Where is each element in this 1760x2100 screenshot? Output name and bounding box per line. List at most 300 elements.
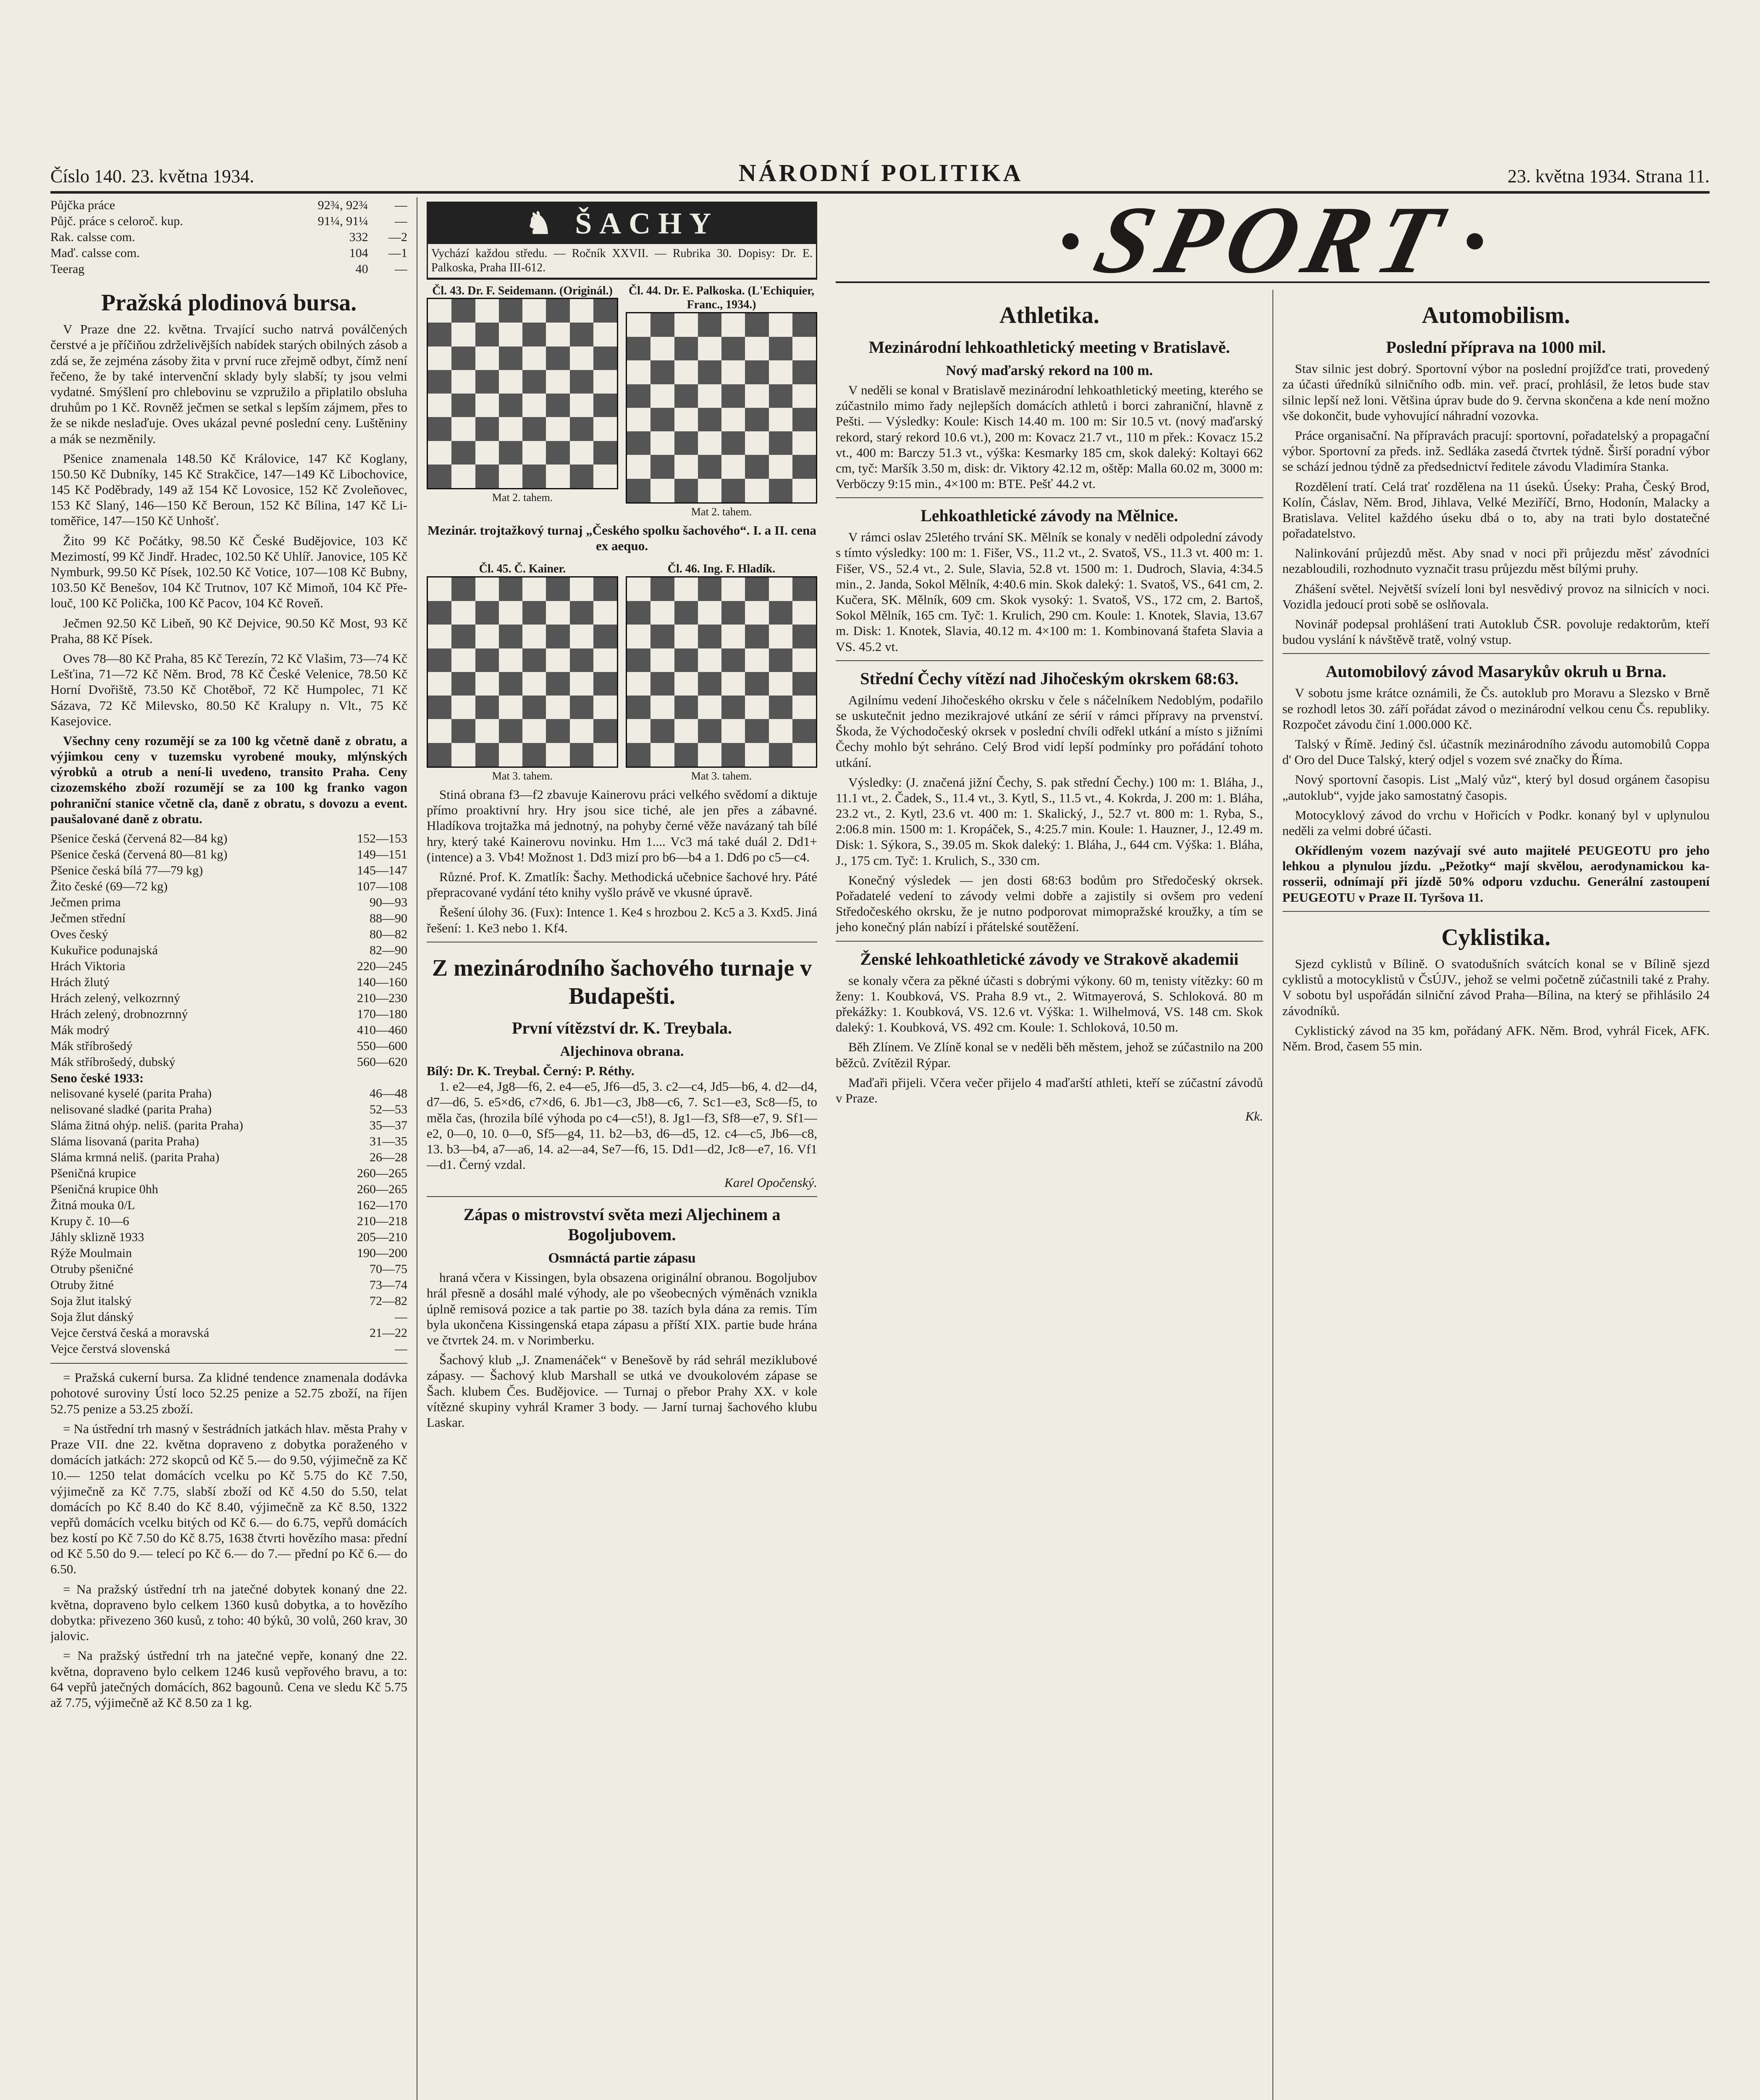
table-row: [50, 1118, 407, 1134]
table-cell: Ječmen prima: [50, 895, 121, 909]
table-cell: Otruby pšeničné: [50, 1262, 134, 1276]
table-cell: Vejce čerstvá česká a moravská: [50, 1326, 210, 1340]
board-square: [570, 465, 593, 488]
board-square: [674, 313, 698, 337]
board-square: [698, 625, 721, 648]
table-cell: Sláma krmná neliš. (parita Praha): [50, 1150, 220, 1165]
table-row: [50, 895, 407, 911]
board-square: [428, 625, 451, 648]
table-cell: Půjčka práce: [50, 198, 115, 212]
board-square: [627, 672, 650, 696]
table-row: [50, 958, 407, 974]
table-cell: 26—28: [370, 1150, 407, 1165]
table-cell: Vejce čerstvá slovenská: [50, 1342, 170, 1356]
board-square: [475, 370, 499, 394]
board-square: [451, 465, 475, 488]
board-square: [792, 384, 816, 408]
stredni-final: Konečný výsledek — jen dosti 68:63 bodům pro Středočeský okrsek. Pořadatelé vedení to závody velmi dobře a zajistily si ovšem pro vedení Středočeského okrsku, že je nutno podporovat mimopražské kroužky, a tím se jeho konečný plán nabízí i přátelské soutěžení.: [836, 872, 1263, 934]
motocykl-text: Motocyklový závod do vrchu v Hořicích v Podkr. konaný byl v uplynulou neděli za velmi dobré účasti.: [1282, 807, 1710, 838]
board-square: [698, 455, 721, 478]
board-square: [475, 648, 499, 672]
chess-text-3: Řešení úlohy 36. (Fux): Intence 1. Ke4 s hrozbou 2. Kc5 a 3. Kxd5. Jiná řešení: 1. Ke3 nebo 1. Kf4.: [427, 905, 817, 935]
board-square: [428, 323, 451, 346]
meat-market-2: = Na pražský ústřední trh na jatečné dobytek konaný dne 22. května, dopraveno bylo celkem 1360 kusů dobytka, a to hovězího dobytka: přivezeno 360 kusů, z toho: 40 býků, 30 volů, 260 krav, 30 jalovic.: [50, 1581, 407, 1643]
board-square: [650, 672, 674, 696]
board-square: [769, 696, 792, 719]
board-square: [522, 696, 546, 719]
auto-text-6: Novinář podepsal prohlášení trati Autoklub ČSR. povoluje redaktorům, kteří budou vyslání k návštěvě tratě, volný vstup.: [1282, 617, 1710, 647]
board-square: [627, 408, 650, 431]
board-square: [769, 719, 792, 743]
board-square: [451, 625, 475, 648]
peugeot-ad: Okřídleným vozem nazývají své auto majitelé PEUGEOTU pro jeho lehkou a plynulou jízdu. „Pežotky“ mají skvělou, aerodynamickou karosserii, odnímají při jízdě 50% odporu vzduchu. Generální zastoupení PEUGEOTU v Praze II. Tyršova 11.: [1282, 843, 1710, 905]
board-square: [650, 431, 674, 455]
price-table: [50, 831, 407, 1070]
board-square: [593, 648, 617, 672]
table-cell: nelisované sladké (parita Praha): [50, 1102, 212, 1117]
paper-title: NÁRODNÍ POLITIKA: [738, 159, 1023, 186]
table-cell: 332: [349, 230, 368, 244]
board-square: [593, 299, 617, 323]
cycling-text-2: Cyklistický závod na 35 km, pořádaný AFK. Něm. Brod, vyhrál Ficek, AFK. Něm. Brod, časem 55 min.: [1282, 1023, 1710, 1053]
table-row: [50, 1038, 407, 1054]
board-square: [428, 299, 451, 323]
chess-board-diagram: [626, 312, 817, 504]
board-square: [745, 578, 769, 601]
chess-header-box: [427, 202, 817, 280]
board-square: [570, 299, 593, 323]
board-square: [792, 625, 816, 648]
board-square: [451, 578, 475, 601]
board-square: [451, 394, 475, 417]
board-square: [499, 719, 522, 743]
table-cell: 152—153: [357, 832, 407, 845]
chess-title: ♞ ŠACHY: [428, 203, 816, 244]
board-square: [428, 370, 451, 394]
table-cell: 72—82: [370, 1294, 407, 1308]
board-square: [499, 441, 522, 465]
meat-market-1: = Na ústřední trh masný v šestrádních jatkách hlav. města Prahy v Praze VII. dne 22. května dopraveno z dobytka poraženého v domácích jatkách: 272 skopců od Kč 5.— do 9.50, výjimečně za Kč 10.— 1250 telat domácích vcelku po Kč 5.75 do Kč 7.50, výjimečně za Kč 7.75, slabší zboží od Kč 4.50 do 5.50, telat domácích po Kč 8.40 do Kč 8.40, výjimečně za Kč 8.50, 1322 vepřů domácích vcelku bitých od Kč 6.— do 6.75, vepřů domácích bez kostí po Kč 7.50 do Kč 8.75, 1638 čtvrti hovězího masa: přední od Kč 5.50 do 9.— telecí po Kč 6.— do 7.— přední po Kč 6.— do 6.50.: [50, 1421, 407, 1577]
table-cell: Mák modrý: [50, 1023, 110, 1037]
board-square: [745, 431, 769, 455]
board-square: [593, 346, 617, 370]
board-square: [570, 323, 593, 346]
board-square: [593, 417, 617, 441]
board-square: [570, 601, 593, 625]
board-square: [698, 384, 721, 408]
table-cell: Mák stříbrošedý: [50, 1039, 133, 1053]
board-square: [698, 601, 721, 625]
board-square: [451, 743, 475, 766]
table-cell: 80—82: [370, 927, 407, 941]
table-cell: Soja žlut dánský: [50, 1310, 134, 1324]
table-row: [50, 1293, 407, 1309]
table-row: [50, 261, 407, 277]
board-square: [499, 346, 522, 370]
masaryk-text: V sobotu jsme krátce oznámili, že Čs. autoklub pro Moravu a Slezsko v Brně se rozhodl letos 30. září pořádat závod o mezinárodní velkou cenu Čs. republiky. Rozpočet závodu činí 1.000.000 Kč.: [1282, 685, 1710, 732]
auto-subtitle: Poslední příprava na 1000 mil.: [1386, 338, 1606, 357]
board-square: [546, 323, 569, 346]
board-square: [475, 394, 499, 417]
board-square: [674, 455, 698, 478]
seno-label: Seno české 1933:: [50, 1071, 144, 1085]
game-moves: 1. e2—e4, Jg8—f6, 2. e4—e5, Jf6—d5, 3. c2—c4, Jd5—b6, 4. d2—d4, d7—d6, 5. e5×d6, c7×d6, 6. Jb1—c3, Jb8—c6, 7. Sc1—e3, Sc8—f5, to měla čas, (hrozila bílé výhoda po c4—c5!), 8. Jg1—f3, Sf8—e7, 9. Sf1—e2, 0—0, 10. 0—0, Sf5—g4, 11. b2—b3, d6—d5, 12. c4—c5, Jb6—c8, 13. b3—b4, a7—a6, 14. a2—a4, Se7—f6, 15. Dd1—d2, Jc8—e7, 16. Vf1—d1. Černý vzdal.: [427, 1079, 817, 1172]
board-square: [698, 337, 721, 360]
board-square: [593, 601, 617, 625]
cycling-title: Cyklistika.: [1441, 924, 1551, 950]
auto-text-2: Práce organisační. Na přípravách pracují: sportovní, pořadatelský a propagační výbor. Sportovní za předs. inž. Sedláka zasedá čtvrtek týdně. Širší poradní výbor se schází jednou týdně za předsednictví ředitele závodu Vladimíra Stanka.: [1282, 428, 1710, 474]
board-square: [650, 578, 674, 601]
board-square: [792, 578, 816, 601]
table-cell: 162—170: [357, 1198, 407, 1213]
table-cell: Rak. calsse com.: [50, 230, 135, 244]
board-square: [650, 625, 674, 648]
board-square: [522, 601, 546, 625]
board-square: [650, 313, 674, 337]
board-square: [475, 625, 499, 648]
zapas-subtitle: Osmnáctá partie zápasu: [548, 1250, 696, 1266]
board-square: [674, 648, 698, 672]
board-square: [546, 743, 569, 766]
board-square: [721, 455, 745, 478]
table-row: [50, 1181, 407, 1197]
table-row: [50, 1197, 407, 1213]
talsky-text: Talský v Římě. Jediný čsl. účastník mezinárodního závodu automobilů Coppa d' Oro del Duce Talský, který odjel s vozem své značky do Říma.: [1282, 736, 1710, 767]
table-row: [50, 1086, 407, 1102]
table-cell: 140—160: [357, 975, 407, 989]
table-cell: —: [395, 262, 407, 276]
board-square: [792, 479, 816, 502]
board-square: [570, 648, 593, 672]
board-square: [650, 696, 674, 719]
board-square: [721, 408, 745, 431]
table-row: [50, 863, 407, 879]
board-square: [546, 441, 569, 465]
board-square: [570, 441, 593, 465]
board-square: [698, 408, 721, 431]
board-square: [546, 601, 569, 625]
board-square: [721, 696, 745, 719]
cycling-text-1: Sjezd cyklistů v Bílině. O svatodušních svátcích konal se v Bílině sjezd cyklistů a motocyklistů v ČsÚJV., jehož se velmi početně zúčastnili také z Prahy. V sobotu byl uspořádán silniční závod Praha—Bílina, na který se přihlásilo 24 závodníků.: [1282, 956, 1710, 1018]
zlin-text: Běh Zlínem. Ve Zlíně konal se v neděli běh městem, jehož se zúčastnilo na 200 běžců. Zvítězil Rýpar.: [836, 1040, 1263, 1070]
board-square: [570, 696, 593, 719]
board-square: [428, 394, 451, 417]
board-square: [769, 743, 792, 766]
athletics-title: Athletika.: [999, 302, 1099, 328]
chess-board-diagram: [427, 576, 618, 768]
burza-note: Všechny ceny rozumějí se za 100 kg včetně daně z obratu, a výjimkou ceny v tuzemsku vyrobené mouky, mlýnských výrobků a otrub a není-li uvedeno, transito Praha. Ceny cizozemského zboží rozumějí se za 100 kg franko vagon pohraniční stanice včetně cla, daně z obratu, s dovozu a event. paušalované daně z obratu.: [50, 733, 407, 826]
board-square: [428, 648, 451, 672]
table-cell: 145—147: [357, 864, 407, 877]
board-square: [792, 313, 816, 337]
board-square: [593, 743, 617, 766]
board-square: [650, 648, 674, 672]
burza-rye: Žito 99 Kč Počátky, 98.50 Kč České Budějovice, 103 Kč Mezimostí, 99 Kč Jindř. Hradec, 102.50 Kč Uhlíř. Janovice, 105 Kč Nymburk, 99.50 Kč Písek, 102.50 Kč Votice, 107—108 Kč Bubny, 103.50 Kč Benešov, 104 Kč Trutnov, 107 Kč Mimoň, 104 Kč Přelouč, 100 Kč Polička, 100 Kč Pacov, 104 Kč Roveň.: [50, 533, 407, 611]
board-square: [570, 394, 593, 417]
board-square: [522, 465, 546, 488]
table-row: [50, 927, 407, 942]
zapas-title: Zápas o mistrovství světa mezi Aljechinem a Bogoljubovem.: [463, 1205, 781, 1244]
chess-board-diagram: [626, 576, 817, 768]
auto-text-1: Stav silnic jest dobrý. Sportovní výbor na poslední projížďce trati, provedený za účasti úředníků silničního odb. min. veř. prací, prohlásil, že letos bude stav silnic lepší než loni. Většina úprav bude do 9. června skončena a kde není možno vše dokončit, bude vyhovující náhradní vozovka.: [1282, 361, 1710, 423]
auto-text-4: Nalinkování průjezdů měst. Aby snad v noci při průjezdu měsť závodníci nezabloudili, rozhodnuto vyznačit trasu průjezdu měst bílými pruhy.: [1282, 546, 1710, 576]
chess-problem: Čl. 45. Č. Kainer. Mat 3. tahem.: [427, 562, 618, 782]
board-square: [650, 408, 674, 431]
board-square: [769, 625, 792, 648]
board-square: [627, 719, 650, 743]
sport-columns: [836, 290, 1710, 2100]
table-cell: Hrách zelený, drobnozrnný: [50, 1007, 188, 1021]
board-square: [451, 696, 475, 719]
board-square: [650, 719, 674, 743]
board-square: [745, 360, 769, 384]
table-cell: Jáhly sklizně 1933: [50, 1230, 144, 1244]
table-cell: Teerag: [50, 262, 85, 276]
chess-text-1: Stiná obrana f3—f2 zbavuje Kainerovu práci velkého svědomí a diktuje přímo proaktivní hry. Hry jsou sice tiché, ale jen přes a zábavné. Hladíkova trojtažka má jednotný, na pohyby černé věže navázaný tah bílé hry, který také Kainerovu novinku. Hm 1.... Vc3 má také duál 2. Dd1+ (intence) a 3. Vb4! Možnost 1. Dd3 mizí pro b6—b4 a 1. Dd6 po c5—c4.: [427, 787, 817, 864]
board-square: [674, 672, 698, 696]
table-cell: 73—74: [370, 1278, 407, 1292]
table-row: [50, 1102, 407, 1118]
signature: Kk.: [1245, 1109, 1263, 1124]
board-square: [698, 578, 721, 601]
table-cell: 149—151: [357, 848, 407, 861]
table-row: [50, 229, 407, 245]
board-square: [650, 360, 674, 384]
table-cell: Pšeničná krupice: [50, 1166, 136, 1181]
table-cell: —: [395, 1310, 407, 1324]
auto-title: Automobilism.: [1422, 302, 1570, 328]
board-square: [475, 299, 499, 323]
table-cell: Půjč. práce s celoroč. kup.: [50, 214, 183, 228]
board-square: [674, 601, 698, 625]
players: Bílý: Dr. K. Treybal. Černý: P. Réthy.: [427, 1063, 635, 1078]
board-square: [769, 431, 792, 455]
board-square: [522, 394, 546, 417]
board-square: [674, 337, 698, 360]
board-square: [546, 346, 569, 370]
board-square: [792, 743, 816, 766]
board-square: [721, 672, 745, 696]
board-square: [698, 648, 721, 672]
table-row: [50, 1213, 407, 1229]
board-square: [650, 479, 674, 502]
opening-name: Aljechinova obrana.: [560, 1044, 684, 1060]
board-square: [570, 743, 593, 766]
table-cell: Pšeničná krupice 0hh: [50, 1182, 158, 1197]
board-square: [499, 370, 522, 394]
board-square: [499, 696, 522, 719]
board-square: [570, 370, 593, 394]
board-square: [570, 625, 593, 648]
sport-heading: [836, 186, 1710, 293]
board-square: [721, 384, 745, 408]
table-row: [50, 1166, 407, 1181]
table-cell: 31—35: [370, 1134, 407, 1149]
board-square: [475, 696, 499, 719]
board-square: [674, 625, 698, 648]
table-cell: 260—265: [357, 1182, 407, 1197]
budapest-title: Z mezinárodního šachového turnaje v Budapešti.: [432, 955, 812, 1009]
board-square: [475, 323, 499, 346]
burza-oats: Oves 78—80 Kč Praha, 85 Kč Terezín, 72 Kč Vlašim, 73—74 Kč Lešťina, 71—72 Kč Něm. Brod, 78 Kč České Velenice, 78.50 Kč Horní Dvořiště, 73.50 Kč Chotěboř, 72 Kč Humpolec, 71 Kč Sázava, 72 Kč Milevsko, 80.50 Kč Kralupy n. Vlt., 75 Kč Kasejovice.: [50, 651, 407, 728]
board-square: [522, 441, 546, 465]
board-square: [522, 625, 546, 648]
board-square: [546, 672, 569, 696]
board-square: [650, 743, 674, 766]
board-square: [451, 672, 475, 696]
board-square: [546, 625, 569, 648]
board-square: [674, 479, 698, 502]
board-square: [475, 465, 499, 488]
board-square: [593, 323, 617, 346]
board-square: [499, 601, 522, 625]
board-square: [721, 313, 745, 337]
budapest-subtitle: První vítězství dr. K. Treybala.: [511, 1018, 732, 1038]
board-square: [522, 417, 546, 441]
table-cell: Oves český: [50, 927, 108, 941]
board-square: [475, 578, 499, 601]
zenske-title: Ženské lehkoathletické závody ve Strakově akademii: [860, 949, 1239, 969]
table-row: [50, 1325, 407, 1341]
chess-problems: [427, 280, 817, 522]
board-square: [674, 360, 698, 384]
board-square: [593, 465, 617, 488]
board-square: [499, 625, 522, 648]
board-square: [499, 465, 522, 488]
board-square: [522, 346, 546, 370]
table-cell: 550—600: [357, 1039, 407, 1053]
table-cell: 107—108: [357, 879, 407, 893]
table-cell: Žitná mouka 0/L: [50, 1198, 135, 1213]
column-athletics: [836, 290, 1263, 2100]
board-square: [745, 648, 769, 672]
board-square: [593, 441, 617, 465]
board-square: [593, 394, 617, 417]
board-square: [698, 672, 721, 696]
board-square: [499, 672, 522, 696]
board-square: [769, 455, 792, 478]
board-square: [570, 346, 593, 370]
sport-section: [836, 186, 1710, 293]
price-table-2: [50, 1086, 407, 1357]
column-auto: [1272, 290, 1710, 2100]
bullet-icon: ●: [1059, 218, 1082, 260]
board-square: [475, 672, 499, 696]
board-square: [546, 417, 569, 441]
sport-title: SPORT: [1085, 186, 1460, 293]
meat-market-3: = Na pražský ústřední trh na jatečné vepře, konaný dne 22. května, dopraveno bylo celkem 1246 kusů vepřového bravu, a to: 64 vepřů jatečných domácích, 862 bagounů. Cena ve sledu Kč 5.75 až 7.75, výjimečně až Kč 8.50 za 1 kg.: [50, 1648, 407, 1710]
board-square: [769, 337, 792, 360]
board-square: [475, 417, 499, 441]
board-square: [792, 360, 816, 384]
board-square: [499, 648, 522, 672]
table-cell: —1: [388, 246, 407, 260]
board-square: [546, 648, 569, 672]
table-row: [50, 1277, 407, 1293]
board-square: [650, 384, 674, 408]
board-square: [745, 696, 769, 719]
table-cell: 46—48: [370, 1087, 407, 1101]
burza-title: Pražská plodinová bursa.: [101, 290, 357, 316]
table-cell: Hrách Viktoria: [50, 959, 126, 973]
table-cell: Otruby žitné: [50, 1278, 114, 1292]
table-row: [50, 1261, 407, 1277]
board-square: [546, 299, 569, 323]
table-row: [50, 990, 407, 1006]
table-cell: Maď. calsse com.: [50, 246, 140, 260]
table-cell: 52—53: [370, 1102, 407, 1117]
board-square: [674, 696, 698, 719]
board-square: [593, 370, 617, 394]
board-square: [769, 384, 792, 408]
board-square: [721, 601, 745, 625]
board-square: [593, 696, 617, 719]
table-cell: —2: [388, 230, 407, 244]
board-square: [499, 323, 522, 346]
table-cell: 21—22: [370, 1326, 407, 1340]
table-cell: 35—37: [370, 1118, 407, 1133]
board-square: [698, 431, 721, 455]
board-square: [792, 719, 816, 743]
knight-icon: ♞: [525, 207, 560, 240]
board-square: [769, 360, 792, 384]
board-square: [451, 370, 475, 394]
board-square: [451, 299, 475, 323]
board-square: [792, 408, 816, 431]
board-square: [475, 601, 499, 625]
stredni-title: Střední Čechy vítězí nad Jihočeským okrskem 68:63.: [860, 669, 1239, 688]
board-square: [499, 578, 522, 601]
table-row: [50, 1006, 407, 1022]
board-square: [698, 719, 721, 743]
table-row: [50, 1134, 407, 1150]
column-burza: [50, 197, 407, 2100]
board-square: [698, 696, 721, 719]
board-square: [745, 313, 769, 337]
table-row: [50, 879, 407, 895]
casopis-text: Nový sportovní časopis. List „Malý vůz“, který byl dosud orgánem časopisu „autoklub“, vyjde jako samostatný časopis.: [1282, 772, 1710, 803]
board-square: [769, 313, 792, 337]
board-square: [769, 672, 792, 696]
board-square: [428, 672, 451, 696]
board-square: [428, 441, 451, 465]
table-cell: Krupy č. 10—6: [50, 1214, 129, 1228]
sugar-bursa: = Pražská cukerní bursa. Za klidné tendence znamenala dodávka pohotové suroviny Ústí loco 52.25 penize a 52.75 zboží, na říjen 52.75 penize a 53.25 zboží.: [50, 1370, 407, 1416]
board-square: [546, 394, 569, 417]
board-square: [522, 648, 546, 672]
board-square: [475, 346, 499, 370]
table-cell: 220—245: [357, 959, 407, 973]
table-cell: 205—210: [357, 1230, 407, 1244]
board-square: [674, 578, 698, 601]
board-square: [792, 648, 816, 672]
table-cell: —: [395, 1342, 407, 1356]
board-square: [428, 417, 451, 441]
table-cell: Hrách žlutý: [50, 975, 110, 989]
board-square: [627, 601, 650, 625]
board-square: [522, 672, 546, 696]
board-square: [428, 719, 451, 743]
board-square: [428, 465, 451, 488]
board-square: [475, 441, 499, 465]
board-square: [769, 648, 792, 672]
table-cell: Pšenice česká bílá 77—79 kg): [50, 864, 203, 877]
table-cell: 91¼, 91¼: [317, 214, 368, 228]
table-cell: 190—200: [357, 1246, 407, 1260]
board-square: [627, 625, 650, 648]
table-cell: nelisované kyselé (parita Praha): [50, 1087, 212, 1101]
board-square: [627, 455, 650, 478]
